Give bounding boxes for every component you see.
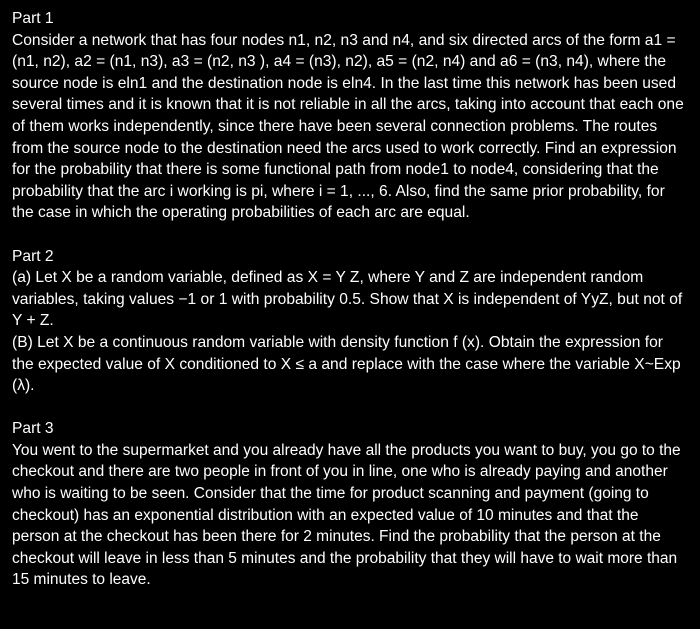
part-3-section <box>12 418 688 591</box>
part-3-text: You went to the supermarket and you already have all the products you want to buy, you go to the checkout and there are two people in front of you in line, one who is already paying and another who is waiting to be seen. Consider that the time for product scanning and payment (going to checkout) has an exponential distribution with an expected value of 10 minutes and that the person at the checkout has been there for 2 minutes. Find the probability that the person at the checkout will leave in less than 5 minutes and the probability that they will have to wait more than 15 minutes to leave. <box>12 441 681 589</box>
part-2b-text: (B) Let X be a continuous random variable with density function f (x). Obtain the expression for the expected value of X conditioned to X ≤ a and replace with the case where the variable X~Exp (λ). <box>12 333 681 395</box>
section-gap <box>12 397 688 419</box>
part-3-title: Part 3 <box>12 420 54 438</box>
part-1-section <box>12 8 688 224</box>
part-2-title: Part 2 <box>12 247 54 265</box>
part-1-text: Consider a network that has four nodes n1, n2, n3 and n4, and six directed arcs of the form a1 = (n1, n2), a2 = (n1, n3), a3 = (n2, n3 ), a4 = (n3), n2), a5 = (n2, n4) and a6 = (n3, n4), where the source node is eln1 and the destination node is eln4. In the last time this network has been used several times and it is known that it is not reliable in all the arcs, taking into account that each one of them works independently, since there have been several connection problems. The routes from the source node to the destination need the arcs used to work correctly. Find an expression for the probability that there is some functional path from node1 to node4, considering that the probability that the arc i working is pi, where i = 1, ..., 6. Also, find the same prior probability, for the case in which the operating probabilities of each arc are equal. <box>12 31 684 222</box>
part-2a-text: (a) Let X be a random variable, defined as X = Y Z, where Y and Z are independent random variables, taking values −1 or 1 with probability 0.5. Show that X is independent of YyZ, but not of Y + Z. <box>12 269 683 330</box>
section-gap <box>12 224 688 246</box>
part-1-title: Part 1 <box>12 10 54 27</box>
part-2-section <box>12 246 688 397</box>
